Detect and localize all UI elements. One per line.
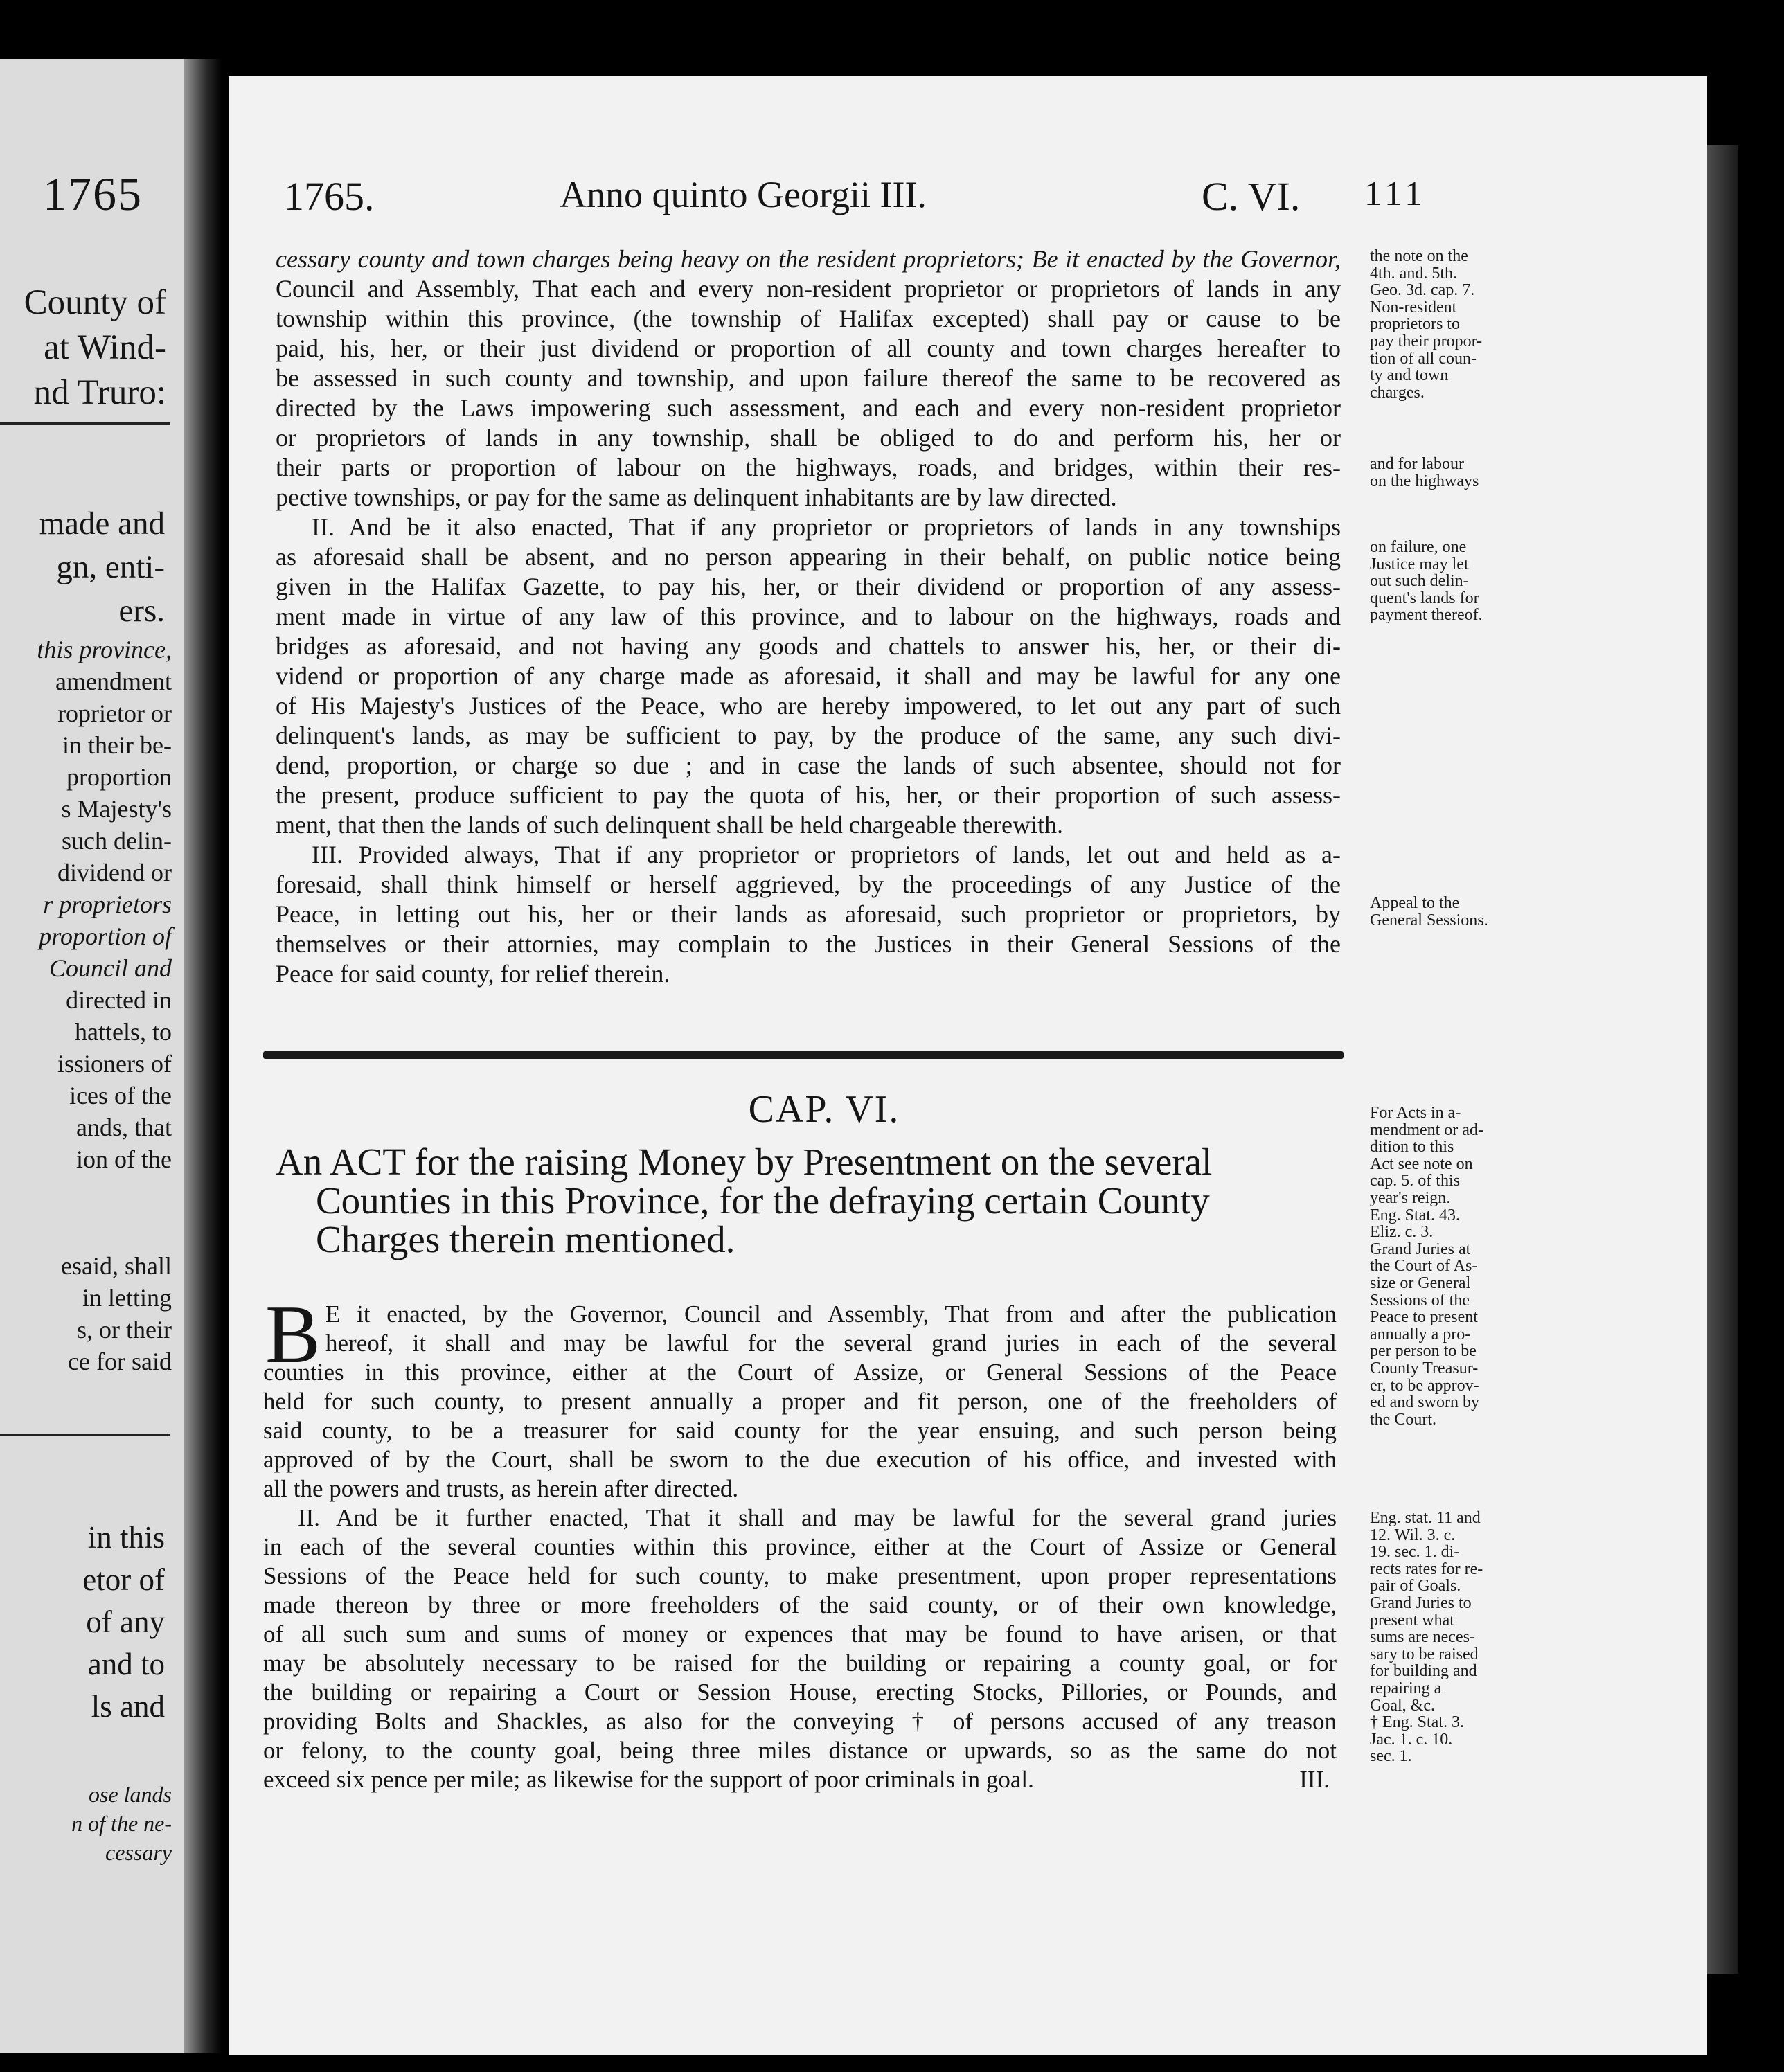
left-page-lower: [0, 1250, 172, 1377]
margin-note: Eng. stat. 11 and 12. Wil. 3. c. 19. sec. 1. di- rects rates for re- pair of Goals. Grand Juries to present what sums are neces- sary to be raised for building and repairing a Goal, &c. † Eng. Stat. 3. Jac. 1. c. 10. sec. 1.: [1370, 1509, 1483, 1766]
left-bottom-line: etor of: [82, 1562, 165, 1597]
text-line: paid, his, her, or their just dividend or proportion of all county and town charges hereafter to: [276, 334, 1341, 362]
text-line: pective townships, or pay for the same as delinquent inhabitants are by law directed.: [276, 483, 1117, 511]
text-line: the building or repairing a Court or Session House, erecting Stocks, Pillories, or Pounds, and: [263, 1679, 1337, 1706]
left-bottom-line: and to: [87, 1647, 165, 1681]
left-middle-line: dividend or: [57, 859, 172, 886]
left-lower-line: ce for said: [68, 1348, 172, 1375]
left-middle-line: directed in: [66, 986, 172, 1014]
text-line: themselves or their attornies, may complain to the Justices in their General Sessions of the: [276, 930, 1341, 958]
catchword: III.: [1299, 1766, 1330, 1793]
left-middle-line: such delin-: [62, 827, 172, 855]
text-line: as aforesaid shall be absent, and no person appearing in their behalf, on public notice being: [276, 543, 1341, 571]
text-line: Sessions of the Peace held for such county, to make presentment, upon proper representations: [263, 1562, 1337, 1589]
text-line: the present, produce sufficient to pay the quota of his, her, or their proportion of such assess-: [276, 781, 1341, 809]
left-page-rule: [0, 422, 170, 425]
text-line: counties in this province, either at the Court of Assize, or General Sessions of the Peace: [263, 1359, 1337, 1386]
act-title: [276, 1143, 1363, 1259]
text-line: E it enacted, by the Governor, Council and Assembly, That from and after the publication: [325, 1301, 1337, 1328]
text-line: be assessed in such county and township, and upon failure thereof the same to be recovered as: [276, 364, 1341, 392]
text-line: ment made in virtue of any law of this province, and to labour on the highways, roads and: [276, 602, 1341, 630]
left-heading-line: County of: [24, 283, 166, 322]
text-line: Peace, in letting out his, her or their lands as aforesaid, such proprietor or proprietors, by: [276, 900, 1341, 928]
section-ii-line: II. And be it further enacted, That it shall and may be lawful for the several grand juries: [298, 1504, 1337, 1531]
left-middle-line: in their be-: [62, 731, 172, 759]
left-middle-line: proportion: [66, 763, 172, 791]
running-head-year: 1765.: [284, 174, 375, 219]
left-bottom-line: ls and: [91, 1689, 165, 1724]
text-line: Council and Assembly, That each and every non-resident proprietor or proprietors of lands in any: [276, 275, 1341, 303]
act-title-line: An ACT for the raising Money by Presentment on the several: [276, 1141, 1213, 1183]
text-line: made thereon by three or more freeholders of the said county, or of their own knowledge,: [263, 1591, 1337, 1618]
left-middle-line: ices of the: [69, 1082, 172, 1109]
text-line: given in the Halifax Gazette, to pay his, her, or their dividend or proportion of any assess-: [276, 573, 1341, 600]
left-middle-line: s Majesty's: [61, 795, 172, 823]
act-body-text: [263, 1300, 1337, 1794]
left-fragment-line: ers.: [118, 593, 165, 629]
left-lower-line: in letting: [82, 1284, 172, 1312]
left-fragment-line: gn, enti-: [56, 549, 165, 585]
left-page-middle: [0, 634, 172, 1175]
text-line: of all such sum and sums of money or expences that may be found to have arisen, or that: [263, 1620, 1337, 1647]
text-line: said county, to be a treasurer for said county for the year ensuing, and such person being: [263, 1417, 1337, 1444]
text-line: approved of by the Court, shall be sworn to the due execution of his office, and invested with: [263, 1446, 1337, 1473]
cap-heading: CAP. VI.: [748, 1088, 900, 1131]
text-line: Peace for said county, for relief therein.: [276, 960, 670, 988]
cap5-text: [276, 244, 1341, 989]
margin-note: and for labour on the highways: [1370, 455, 1479, 490]
left-heading-line: nd Truro:: [33, 373, 166, 412]
left-lower-line: esaid, shall: [61, 1252, 172, 1280]
text-line: or proprietors of lands in any township, shall be obliged to do and perform his, her or: [276, 424, 1341, 452]
left-bottom-line: of any: [86, 1605, 165, 1639]
left-page-heading: [0, 280, 166, 416]
section-ii-line: II. And be it also enacted, That if any proprietor or proprietors of lands in any townships: [312, 513, 1341, 541]
margin-note: on failure, one Justice may let out such delin- quent's lands for payment thereof.: [1370, 538, 1483, 625]
left-middle-line: Council and: [49, 954, 172, 982]
left-page-rule: [0, 1434, 170, 1436]
act-title-line: Counties in this Province, for the defraying certain County: [316, 1179, 1210, 1222]
main-page: [229, 76, 1707, 2055]
left-facing-page: [0, 59, 211, 2053]
left-middle-line: roprietor or: [57, 699, 172, 727]
text-line: hereof, it shall and may be lawful for the several grand juries in each of the several: [325, 1330, 1337, 1357]
left-middle-line: this province,: [37, 636, 172, 663]
text-line: ment, that then the lands of such delinquent shall be held chargeable therewith.: [276, 811, 1063, 839]
text-line: directed by the Laws impowering such assessment, and each and every non-resident proprietor: [276, 394, 1341, 422]
text-line: held for such county, to present annually a proper and fit person, one of the freeholders of: [263, 1388, 1337, 1415]
left-page-year: 1765: [43, 168, 143, 220]
text-line: foresaid, shall think himself or herself aggrieved, by the proceedings of any Justice of the: [276, 870, 1341, 898]
left-page-fragment: [0, 502, 165, 633]
running-head-chapter: C. VI.: [1202, 174, 1301, 219]
text-line: their parts or proportion of labour on the highways, roads, and bridges, within their res-: [276, 454, 1341, 481]
text-line: in each of the several counties within this province, either at the Court of Assize or General: [263, 1533, 1337, 1560]
text-line: providing Bolts and Shackles, as also for the conveying † of persons accused of any treason: [263, 1708, 1337, 1735]
left-fragment-line: made and: [39, 506, 165, 542]
page-number: 111: [1364, 174, 1427, 213]
left-small-line: ose lands: [89, 1782, 172, 1807]
text-line: all the powers and trusts, as herein after directed.: [263, 1475, 739, 1502]
left-middle-line: hattels, to: [75, 1018, 172, 1046]
left-bottom-line: in this: [87, 1520, 165, 1555]
section-divider-rule: [263, 1051, 1344, 1059]
left-middle-line: r proprietors: [43, 891, 172, 918]
left-middle-line: ion of the: [76, 1145, 172, 1173]
text-line: vidend or proportion of any charge made as aforesaid, it shall and may be lawful for any one: [276, 662, 1341, 690]
text-line: may be absolutely necessary to be raised for the building or repairing a county goal, or for: [263, 1650, 1337, 1677]
text-line: or felony, to the county goal, being three miles distance or upwards, so as the same do not: [263, 1737, 1337, 1764]
left-small-line: cessary: [105, 1840, 172, 1865]
left-heading-line: at Wind-: [44, 328, 166, 367]
book-gutter: [184, 59, 222, 2053]
margin-note: the note on the 4th. and. 5th. Geo. 3d. cap. 7. Non-resident proprietors to pay their propor- tion of all coun- ty and town charges.: [1370, 247, 1483, 402]
drop-cap: B: [265, 1288, 321, 1380]
text-line: of His Majesty's Justices of the Peace, who are hereby impowered, to let out any part of such: [276, 692, 1341, 720]
text-line: exceed six pence per mile; as likewise for the support of poor criminals in goal.: [263, 1766, 1034, 1793]
left-middle-line: issioners of: [57, 1050, 172, 1078]
text-line: delinquent's lands, as may be sufficient to pay, by the produce of the same, any such divi-: [276, 722, 1341, 749]
margin-note: For Acts in a- mendment or ad- dition to this Act see note on cap. 5. of this year's reign. Eng. Stat. 43. Eliz. c. 3. Grand Juries at the Court of As- size or General Sessions of the Peace to present annually a pro- per person to be County Treasur- er, to be approv- ed and sworn by the Court.: [1370, 1104, 1483, 1429]
left-lower-line: s, or their: [77, 1316, 172, 1343]
left-page-bottom: [0, 1517, 165, 1728]
left-middle-line: proportion of: [39, 922, 172, 950]
act-title-line: Charges therein mentioned.: [316, 1218, 735, 1260]
text-line: cessary county and town charges being heavy on the resident proprietors; Be it enacted by the Governor,: [276, 245, 1341, 273]
text-line: dend, proportion, or charge so due ; and in case the lands of such absentee, should not for: [276, 751, 1341, 779]
left-small-line: n of the ne-: [71, 1811, 172, 1836]
left-middle-line: amendment: [55, 668, 172, 695]
text-line: township within this province, (the township of Halifax excepted) shall pay or cause to be: [276, 305, 1341, 332]
left-middle-line: ands, that: [76, 1114, 172, 1141]
section-iii-line: III. Provided always, That if any proprietor or proprietors of lands, let out and held as a-: [312, 841, 1341, 868]
running-head-title: Anno quinto Georgii III.: [560, 174, 927, 215]
text-line: bridges as aforesaid, and not having any goods and chattels to answer his, her, or their di-: [276, 632, 1341, 660]
left-page-bottom-small: [0, 1780, 172, 1867]
margin-note: Appeal to the General Sessions.: [1370, 894, 1488, 929]
